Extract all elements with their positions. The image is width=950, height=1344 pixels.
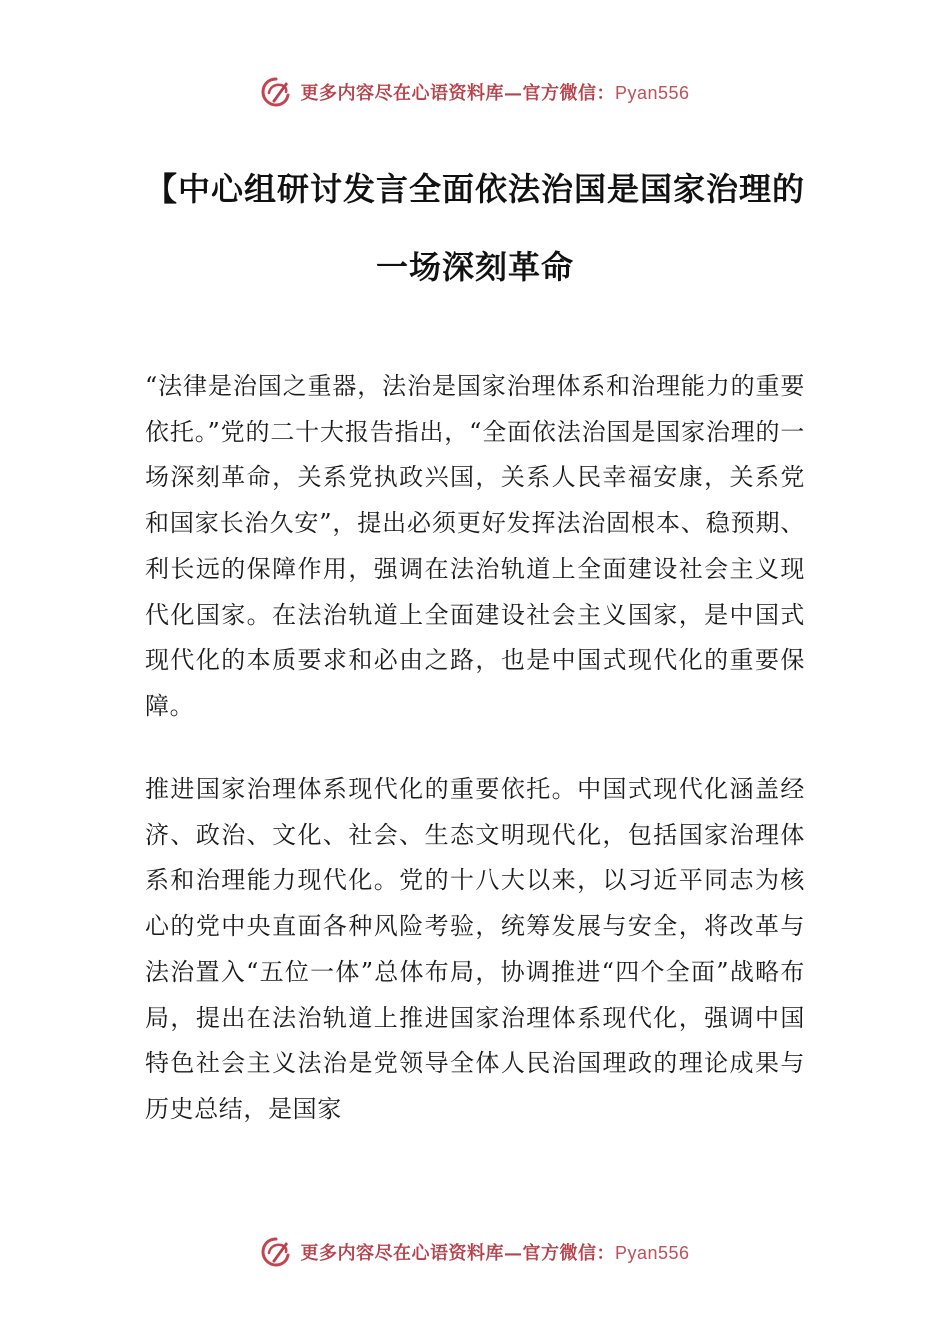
- footer-banner-text: 更多内容尽在心语资料库—官方微信：Pyan556: [300, 1243, 690, 1264]
- document-title: 【中心组研讨发言全面依法治国是国家治理的一场深刻革命: [145, 170, 806, 286]
- pen-swirl-icon: [260, 1236, 292, 1268]
- header-wechat-id: Pyan556: [614, 83, 690, 103]
- body-paragraph: “法律是治国之重器，法治是国家治理体系和治理能力的重要依托。”党的二十大报告指出，“全面依法治国是国家治理的一场深刻革命，关系党执政兴国，关系人民幸福安康，关系党和国家长治久安”，提出必须更好发挥法治固根本、稳预期、利长远的保障作用，强调在法治轨道上全面建设社会主义现代化国家。在法治轨道上全面建设社会主义国家，是中国式现代化的本质要求和必由之路，也是中国式现代化的重要保障。: [145, 372, 805, 720]
- header-banner-text: 更多内容尽在心语资料库—官方微信：Pyan556: [300, 83, 690, 104]
- body-paragraph: 推进国家治理体系现代化的重要依托。中国式现代化涵盖经济、政治、文化、社会、生态文明现代化，包括国家治理体系和治理能力现代化。党的十八大以来，以习近平同志为核心的党中央直面各种风险考验，统筹发展与安全，将改革与法治置入“五位一体”总体布局，协调推进“四个全面”战略布局，提出在法治轨道上推进国家治理体系现代化，强调中国特色社会主义法治是党领导全体人民治国理政的理论成果与历史总结，是国家: [145, 775, 805, 1123]
- header-banner: [0, 72, 950, 112]
- footer-banner: [0, 1232, 950, 1272]
- footer-wechat-id: Pyan556: [614, 1243, 690, 1263]
- pen-swirl-icon: [260, 76, 292, 108]
